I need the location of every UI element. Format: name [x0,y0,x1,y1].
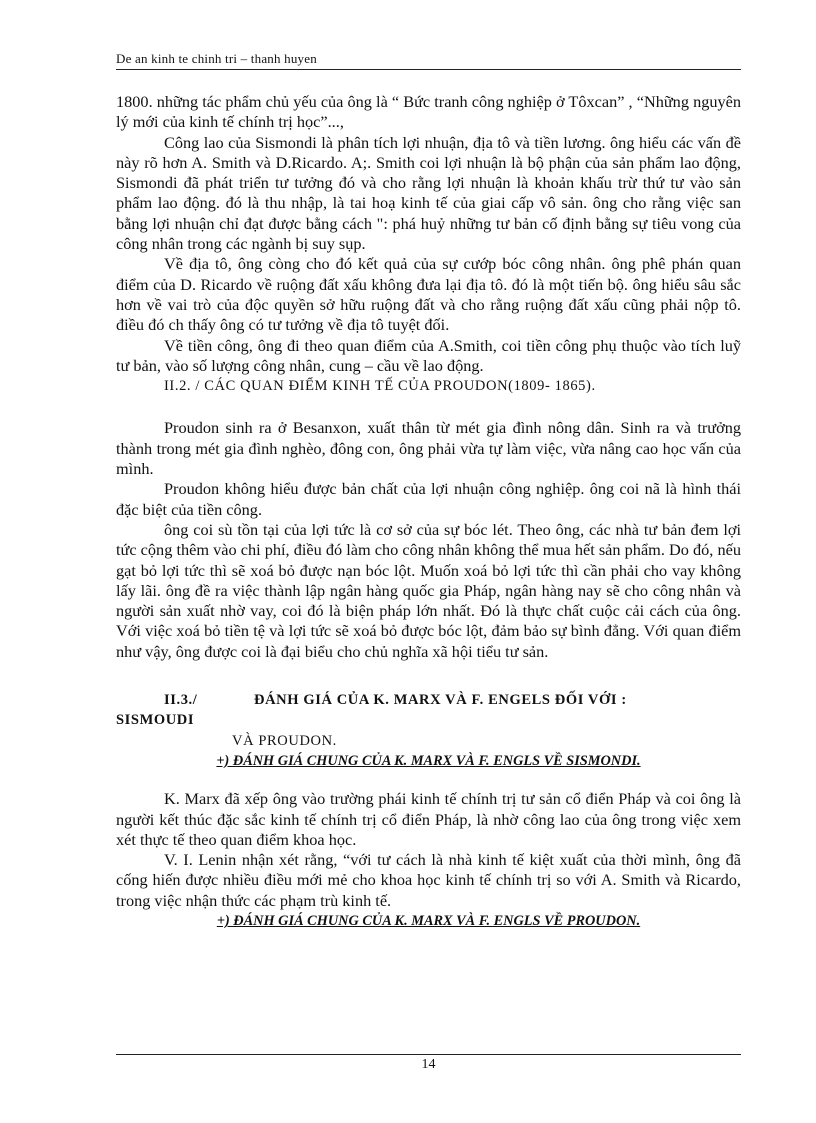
section-heading-2-3 [116,690,741,710]
paragraph: ông coi sù tồn tại của lợi tức là cơ sở của sự bóc lét. Theo ông, các nhà tư bản đem lợi tức cộng thêm vào chi phí, điều đó làm cho công nhân không thể mua hết sản phẩm. Do đó, nếu gạt bỏ lợi tức thì sẽ xoá bỏ được nạn bóc lột. Muốn xoá bỏ lợi tức thì cần phải cho vay không lấy lãi. ông đề ra việc thành lập ngân hàng quốc gia Pháp, ngân hàng nay sẽ cho công nhân và người sản xuất nhờ vay, coi đó là biện pháp lớn nhất. Đó là thực chất cuộc cải cách của ông. Với việc xoá bỏ tiền tệ và lợi tức sẽ xoá bỏ được bóc lột, đảm bảo sự bình đẳng. Với quan điểm như vậy, ông được coi là đại biểu cho chủ nghĩa xã hội tiểu tư sản. [116,519,741,661]
sub-heading-sismondi: +) ĐÁNH GIÁ CHUNG CỦA K. MARX VÀ F. ENGLS VỀ SISMONDI. [216,752,641,769]
paragraph: Về tiền công, ông đi theo quan điểm của A.Smith, coi tiền công phụ thuộc vào tích luỹ tư bản, vào số lượng công nhân, cung – cầu về lao động. [116,335,741,375]
section-heading-2-2: II.2. / CÁC QUAN ĐIỂM KINH TẾ CỦA PROUDON(1809- 1865). [164,378,596,395]
spacer [116,662,741,690]
section-title-continued: SISMOUDI [116,712,195,729]
sub-heading-proudon: +) ĐÁNH GIÁ CHUNG CỦA K. MARX VÀ F. ENGLS VỀ PROUDON. [216,912,641,929]
paragraph: Proudon không hiểu được bản chất của lợi nhuận công nghiệp. ông coi nã là hình thái đặc biệt của tiền công. [116,479,741,519]
paragraph: Về địa tô, ông còng cho đó kết quả của sự cướp bóc công nhân. ông phê phán quan điểm của D. Ricardo về ruộng đất xấu không đưa lại địa tô. đó là một tiến bộ. ông hiểu sâu sắc hơn về vai trò của độc quyền sở hữu ruộng đất và cho rằng ruộng đất xấu cũng phải nộp tô. điều đó ch thấy ông có tư tưởng về địa tô tuyệt đối. [116,254,741,335]
footer-divider [116,1054,741,1055]
page-number: 14 [421,1057,436,1072]
paragraph: 1800. những tác phẩm chủ yếu của ông là “ Bức tranh công nghiệp ở Tôxcan” , “Những nguyên lý mới của kinh tế chính trị học”..., [116,92,741,132]
section-title-continued: VÀ PROUDON. [232,732,337,749]
paragraph: K. Marx đã xếp ông vào trường phái kinh tế chính trị tư sản cổ điển Pháp và coi ông là người kết thúc đặc sắc kinh tế chính trị cổ điển Pháp, là nhờ công lao của ông trong việc xem xét thực tế theo quan điểm khoa học. [116,789,741,849]
paragraph: V. I. Lenin nhận xét rằng, “với tư cách là nhà kinh tế kiệt xuất của thời mình, ông đã cống hiến được nhiều điều mới mẻ cho khoa học kinh tế chính trị so với A. Smith và Ricardo, trong việc nhận thức các phạm trù kinh tế. [116,850,741,910]
page-body [116,92,741,931]
running-header: De an kinh te chinh tri – thanh huyen [116,51,317,66]
paragraph: Proudon sinh ra ở Besanxon, xuất thân từ mét gia đình nông dân. Sinh ra và trưởng thành trong mét gia đình nghèo, đông con, ông phải vừa tự làm việc, vừa nâng cao học vấn của mình. [116,418,741,479]
spacer [116,396,741,418]
paragraph: Công lao của Sismondi là phân tích lợi nhuận, địa tô và tiền lương. ông hiểu các vấn đề này rõ hơn A. Smith và D.Ricardo. A;. Smith coi lợi nhuận là bộ phận của sản phẩm lao động, Sismondi đã phát triển tư tưởng đó và cho rằng lợi nhuận là khoản khấu trừ thứ tư vào sản phẩm lao động. đó là thu nhập, là tai hoạ kinh tế của giai cấp vô sản. ông cho rằng việc san bằng lợi nhuận chỉ đạt được bằng cách ": phá huỷ những tư bản cố định bằng sự tiêu vong của công nhân trong các ngành bị suy sụp. [116,132,741,254]
section-title: ĐÁNH GIÁ CỦA K. MARX VÀ F. ENGELS ĐỐI VỚI : [254,692,627,709]
header-divider [116,69,741,70]
section-number: II.3./ [164,692,198,709]
spacer [116,771,741,789]
